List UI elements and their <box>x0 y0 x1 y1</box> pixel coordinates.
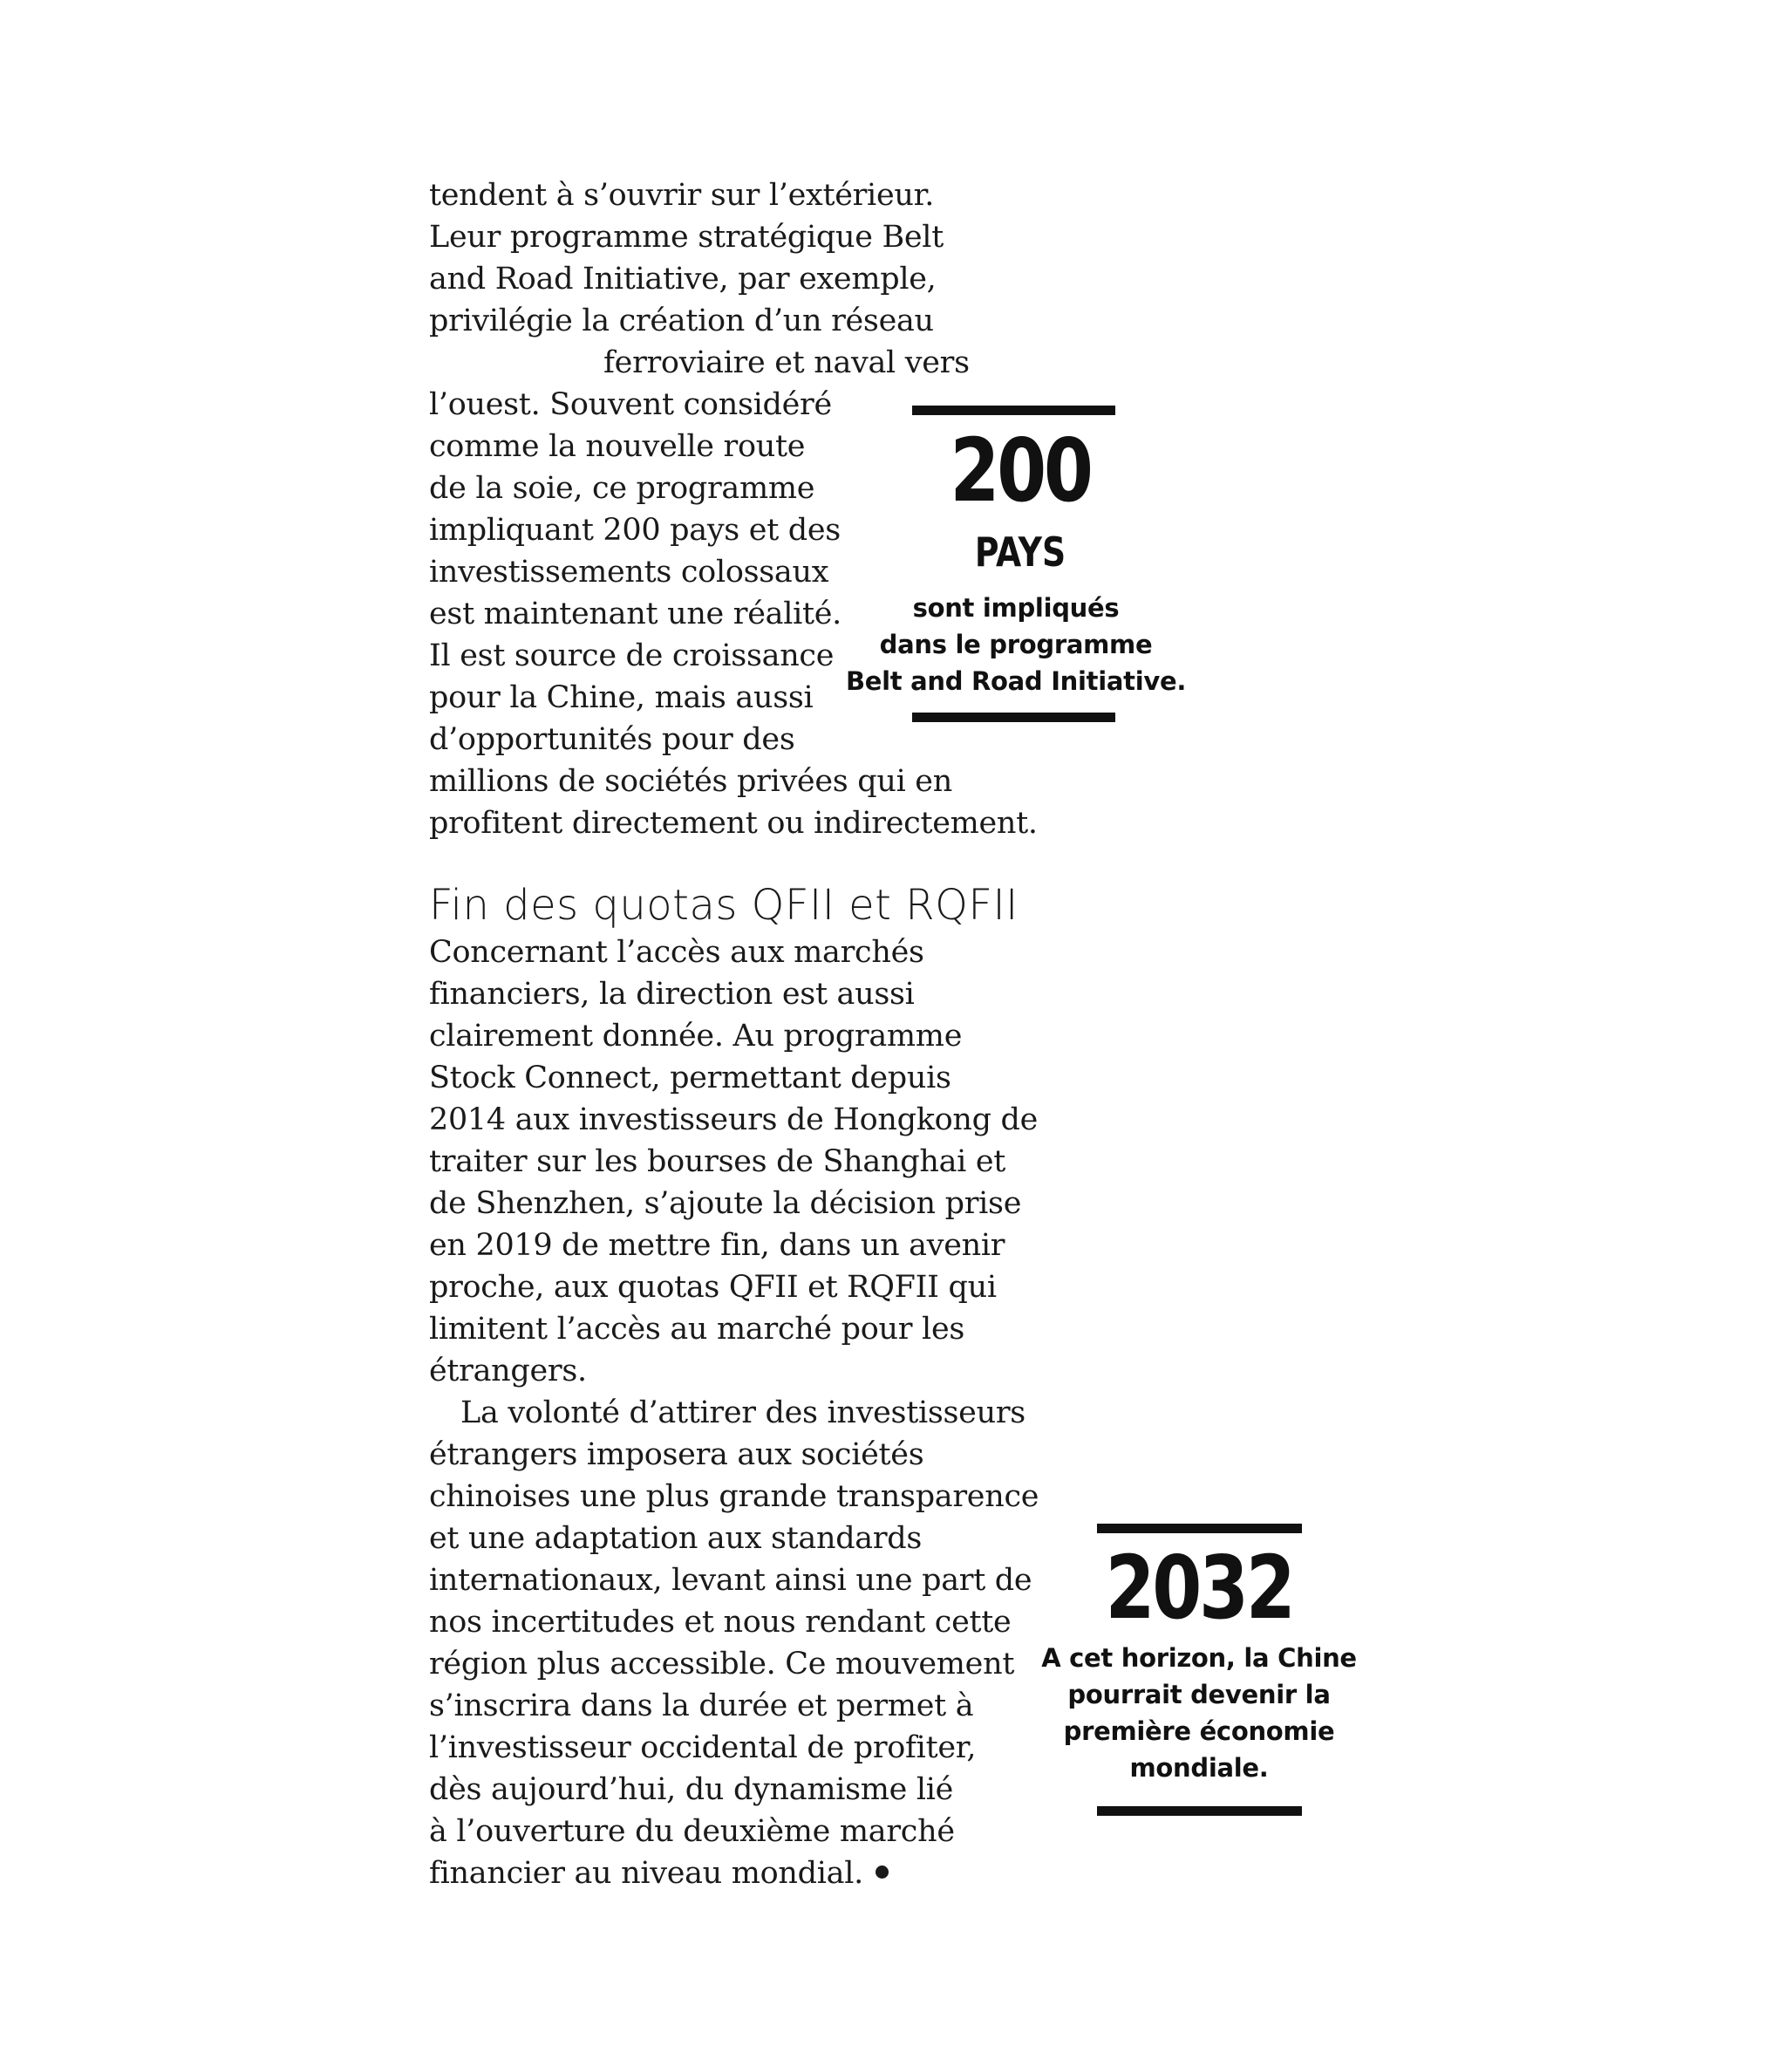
paragraph-line: étrangers. <box>429 1354 587 1388</box>
paragraph-line <box>429 1852 889 1894</box>
callout-caption-line: pourrait devenir la <box>1067 1680 1331 1709</box>
callout-top-rule <box>1097 1524 1302 1533</box>
paragraph-line: Concernant l’accès aux marchés <box>429 935 924 970</box>
paragraph-line: privilégie la création d’un réseau <box>429 304 934 338</box>
paragraph-line: s’inscrira dans la durée et permet à <box>429 1688 974 1723</box>
paragraph-line: d’opportunités pour des <box>429 722 795 757</box>
callout-caption-line: A cet horizon, la Chine <box>1041 1643 1357 1673</box>
paragraph-line: profitent directement ou indirectement. <box>429 806 1038 841</box>
paragraph-line: dès aujourd’hui, du dynamisme lié <box>429 1772 954 1807</box>
paragraph-line: Il est source de croissance <box>429 638 835 673</box>
paragraph-line: 2014 aux investisseurs de Hongkong de <box>429 1102 1039 1137</box>
paragraph-line: clairement donnée. Au programme <box>429 1019 963 1054</box>
paragraph-line: and Road Initiative, par exemple, <box>429 262 937 297</box>
paragraph-line: La volonté d’attirer des investisseurs <box>460 1395 1025 1430</box>
callout-unit: PAYS <box>974 529 1066 576</box>
callout-caption-line: Belt and Road Initiative. <box>845 666 1187 696</box>
paragraph-line: limitent l’accès au marché pour les <box>429 1312 965 1347</box>
paragraph-line: investissements colossaux <box>429 555 829 590</box>
end-of-article-bullet-icon <box>876 1866 889 1879</box>
callout-bottom-rule <box>912 713 1115 722</box>
paragraph-line: traiter sur les bourses de Shanghai et <box>429 1144 1006 1179</box>
paragraph-line: impliquant 200 pays et des <box>429 513 841 548</box>
paragraph-line: tendent à s’ouvrir sur l’extérieur. <box>429 178 935 213</box>
callout-caption-line: première économie <box>1063 1716 1335 1746</box>
paragraph-line: ferroviaire et naval vers <box>603 345 970 380</box>
paragraph-line: de Shenzhen, s’ajoute la décision prise <box>429 1186 1022 1221</box>
paragraph-line: région plus accessible. Ce mouvement <box>429 1647 1015 1681</box>
callout-top-rule <box>912 406 1115 415</box>
paragraph-line: est maintenant une réalité. <box>429 597 841 631</box>
callout-bottom-rule <box>1097 1806 1302 1816</box>
paragraph-line: étrangers imposera aux sociétés <box>429 1437 924 1472</box>
paragraph-line: comme la nouvelle route <box>429 429 806 464</box>
paragraph-line: l’investisseur occidental de profiter, <box>429 1730 977 1765</box>
callout-caption-line: dans le programme <box>879 630 1153 659</box>
paragraph-end-text: financier au niveau mondial. <box>429 1856 863 1891</box>
paragraph-line: Stock Connect, permettant depuis <box>429 1061 951 1095</box>
paragraph-line: chinoises une plus grande transparence <box>429 1479 1039 1514</box>
paragraph-line: à l’ouverture du deuxième marché <box>429 1814 955 1849</box>
paragraph-line: de la soie, ce programme <box>429 471 815 506</box>
paragraph-line: nos incertitudes et nous rendant cette <box>429 1605 1012 1640</box>
callout-caption-line: mondiale. <box>1129 1753 1269 1783</box>
paragraph-line: et une adaptation aux standards <box>429 1521 923 1556</box>
paragraph-line: l’ouest. Souvent considéré <box>429 387 832 422</box>
callout-number: 200 <box>950 420 1091 522</box>
callout-caption-line: sont impliqués <box>912 593 1120 623</box>
paragraph-line: millions de sociétés privées qui en <box>429 764 952 799</box>
paragraph-line: proche, aux quotas QFII et RQFII qui <box>429 1270 997 1305</box>
paragraph-line: financiers, la direction est aussi <box>429 977 915 1012</box>
paragraph-line: Leur programme stratégique Belt <box>429 220 944 255</box>
paragraph-line: pour la Chine, mais aussi <box>429 680 814 715</box>
section-heading: Fin des quotas QFII et RQFII <box>429 881 1019 930</box>
paragraph-line: en 2019 de mettre fin, dans un avenir <box>429 1228 1005 1263</box>
paragraph-line: internationaux, levant ainsi une part de <box>429 1563 1032 1598</box>
callout-number: 2032 <box>1105 1537 1293 1639</box>
